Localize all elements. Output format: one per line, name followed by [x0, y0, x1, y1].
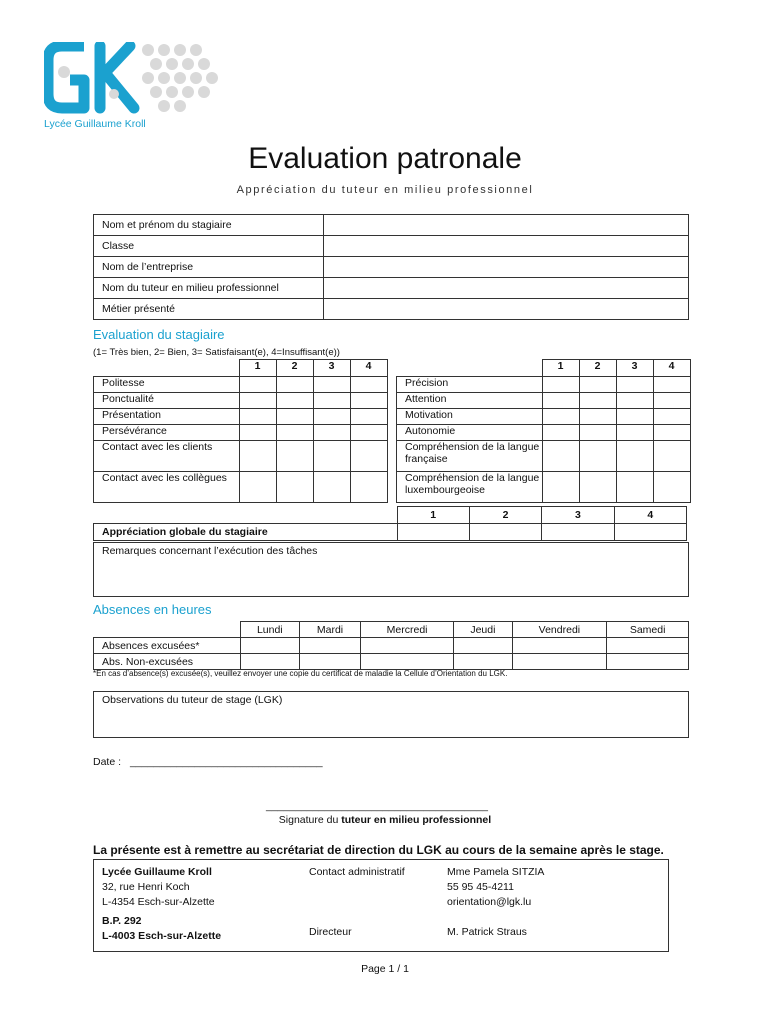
score-cell[interactable]	[542, 441, 579, 472]
observations-label: Observations du tuteur de stage (LGK)	[102, 694, 283, 706]
score-header: 4	[350, 360, 387, 377]
day-header: Jeudi	[454, 622, 512, 638]
deadline-note: La présente est à remettre au secrétariat de direction du LGK au cours de la semaine après le stage.	[93, 843, 664, 857]
score-header: 4	[614, 507, 686, 524]
absences-table	[93, 621, 689, 670]
score-cell[interactable]	[542, 425, 579, 441]
remarks-box[interactable]	[93, 542, 689, 597]
info-value-cell[interactable]	[324, 278, 689, 299]
signature-bold: tuteur en milieu professionnel	[341, 814, 492, 826]
score-cell[interactable]	[276, 425, 313, 441]
score-cell[interactable]	[239, 472, 276, 503]
absence-row-label: Abs. Non-excusées	[94, 654, 241, 670]
score-cell[interactable]	[397, 524, 469, 541]
contact-phone: 55 95 45-4211	[447, 881, 514, 893]
contact-email[interactable]: orientation@lgk.lu	[447, 896, 532, 908]
score-cell[interactable]	[579, 425, 616, 441]
score-cell[interactable]	[276, 441, 313, 472]
hours-cell[interactable]	[360, 638, 453, 654]
criterion-label: Compréhension de la langue française	[397, 441, 543, 472]
school-street: 32, rue Henri Koch	[102, 881, 190, 893]
day-header: Mardi	[300, 622, 361, 638]
score-cell[interactable]	[616, 425, 653, 441]
info-value-cell[interactable]	[324, 236, 689, 257]
school-city: L-4354 Esch-sur-Alzette	[102, 896, 215, 908]
remarks-label: Remarques concernant l’exécution des tâches	[102, 545, 318, 557]
info-value-cell[interactable]	[324, 215, 689, 236]
school-address	[102, 865, 221, 944]
info-value-cell[interactable]	[324, 257, 689, 278]
info-label: Classe	[94, 236, 324, 257]
hours-cell[interactable]	[454, 638, 512, 654]
signature-caption	[0, 814, 770, 826]
contact-label: Contact administratif	[309, 866, 405, 878]
score-cell[interactable]	[542, 393, 579, 409]
score-cell[interactable]	[239, 441, 276, 472]
criterion-label: Persévérance	[94, 425, 240, 441]
absence-row-label: Absences excusées*	[94, 638, 241, 654]
page-subtitle: Appréciation du tuteur en milieu professionnel	[236, 184, 534, 196]
score-cell[interactable]	[653, 441, 690, 472]
school-bp-city: L-4003 Esch-sur-Alzette	[102, 930, 222, 942]
score-header: 1	[397, 507, 469, 524]
score-cell[interactable]	[616, 441, 653, 472]
score-cell[interactable]	[653, 377, 690, 393]
day-header: Samedi	[607, 622, 689, 638]
score-header: 4	[653, 360, 690, 377]
info-label: Nom et prénom du stagiaire	[94, 215, 324, 236]
info-value-cell[interactable]	[324, 299, 689, 320]
school-bp: B.P. 292	[102, 915, 142, 927]
score-cell[interactable]	[239, 393, 276, 409]
score-cell[interactable]	[276, 409, 313, 425]
score-cell[interactable]	[616, 409, 653, 425]
day-header: Vendredi	[512, 622, 607, 638]
contact-box	[93, 859, 669, 952]
hours-cell[interactable]	[300, 638, 361, 654]
evaluation-table-right	[396, 359, 691, 503]
school-name: Lycée Guillaume Kroll	[102, 866, 212, 878]
score-cell[interactable]	[350, 409, 387, 425]
criterion-label: Contact avec les collègues	[94, 472, 240, 503]
score-cell[interactable]	[239, 425, 276, 441]
criterion-label: Motivation	[397, 409, 543, 425]
hours-cell[interactable]	[240, 638, 300, 654]
score-cell[interactable]	[350, 377, 387, 393]
trainee-info-table	[93, 214, 689, 320]
criterion-label: Contact avec les clients	[94, 441, 240, 472]
lgk-logo-icon	[44, 42, 224, 118]
score-header: 3	[313, 360, 350, 377]
criterion-label: Attention	[397, 393, 543, 409]
hours-cell[interactable]	[300, 654, 361, 670]
hours-cell[interactable]	[360, 654, 453, 670]
score-cell[interactable]	[542, 409, 579, 425]
global-appreciation-table	[93, 506, 687, 541]
score-cell[interactable]	[579, 393, 616, 409]
score-cell[interactable]	[614, 524, 686, 541]
score-header: 3	[616, 360, 653, 377]
score-cell[interactable]	[579, 441, 616, 472]
criterion-label: Compréhension de la langue luxembourgeoise	[397, 472, 543, 503]
score-cell[interactable]	[653, 393, 690, 409]
criterion-label: Politesse	[94, 377, 240, 393]
score-cell[interactable]	[542, 524, 614, 541]
score-cell[interactable]	[579, 472, 616, 503]
page-number: Page 1 / 1	[361, 963, 409, 975]
director-name: M. Patrick Straus	[447, 926, 527, 938]
score-cell[interactable]	[616, 472, 653, 503]
hours-cell[interactable]	[454, 654, 512, 670]
score-cell[interactable]	[350, 393, 387, 409]
criterion-label: Ponctualité	[94, 393, 240, 409]
absences-heading: Absences en heures	[93, 602, 212, 617]
score-cell[interactable]	[542, 377, 579, 393]
day-header: Lundi	[240, 622, 300, 638]
score-header: 2	[579, 360, 616, 377]
contact-name: Mme Pamela SITZIA	[447, 866, 545, 878]
evaluation-scale: (1= Très bien, 2= Bien, 3= Satisfaisant(e), 4=Insuffisant(e))	[93, 347, 340, 358]
signature-line: ______________________________________	[266, 800, 488, 812]
score-cell[interactable]	[276, 472, 313, 503]
criterion-label: Autonomie	[397, 425, 543, 441]
score-cell[interactable]	[542, 472, 579, 503]
date-field[interactable]	[93, 756, 323, 768]
hours-cell[interactable]	[512, 638, 607, 654]
score-header: 3	[542, 507, 614, 524]
absences-note: *En cas d’absence(s) excusée(s), veuillez envoyer une copie du certificat de maladie la Cellule d’Orientation du LGK.	[93, 669, 508, 678]
hours-cell[interactable]	[607, 638, 689, 654]
score-cell[interactable]	[276, 377, 313, 393]
score-cell[interactable]	[313, 425, 350, 441]
signature-pre: Signature du	[278, 814, 339, 826]
info-label: Nom du tuteur en milieu professionnel	[94, 278, 324, 299]
score-cell[interactable]	[313, 409, 350, 425]
date-line: _________________________________	[129, 756, 323, 768]
evaluation-table-left	[93, 359, 388, 503]
score-cell[interactable]	[653, 425, 690, 441]
score-cell[interactable]	[469, 524, 541, 541]
score-cell[interactable]	[350, 441, 387, 472]
info-label: Métier présenté	[94, 299, 324, 320]
score-cell[interactable]	[313, 393, 350, 409]
score-cell[interactable]	[276, 393, 313, 409]
day-header: Mercredi	[360, 622, 453, 638]
score-cell[interactable]	[239, 409, 276, 425]
score-cell[interactable]	[616, 393, 653, 409]
info-label: Nom de l’entreprise	[94, 257, 324, 278]
logo-school-name: Lycée Guillaume Kroll	[44, 118, 146, 130]
score-header: 2	[469, 507, 541, 524]
score-cell[interactable]	[350, 472, 387, 503]
score-header: 2	[276, 360, 313, 377]
page-title: Evaluation patronale	[248, 142, 522, 175]
score-cell[interactable]	[653, 409, 690, 425]
score-header: 1	[239, 360, 276, 377]
score-cell[interactable]	[616, 377, 653, 393]
criterion-label: Précision	[397, 377, 543, 393]
director-label: Directeur	[309, 926, 352, 938]
global-appreciation-label: Appréciation globale du stagiaire	[94, 524, 398, 541]
date-label: Date :	[93, 756, 122, 768]
contact-details	[447, 865, 544, 910]
score-cell[interactable]	[579, 377, 616, 393]
score-cell[interactable]	[653, 472, 690, 503]
hours-cell[interactable]	[240, 654, 300, 670]
score-cell[interactable]	[313, 441, 350, 472]
score-cell[interactable]	[579, 409, 616, 425]
score-cell[interactable]	[239, 377, 276, 393]
score-cell[interactable]	[313, 377, 350, 393]
score-header: 1	[542, 360, 579, 377]
criterion-label: Présentation	[94, 409, 240, 425]
hours-cell[interactable]	[607, 654, 689, 670]
hours-cell[interactable]	[512, 654, 607, 670]
evaluation-heading: Evaluation du stagiaire	[93, 327, 225, 342]
score-cell[interactable]	[350, 425, 387, 441]
observations-box[interactable]	[93, 691, 689, 738]
score-cell[interactable]	[313, 472, 350, 503]
